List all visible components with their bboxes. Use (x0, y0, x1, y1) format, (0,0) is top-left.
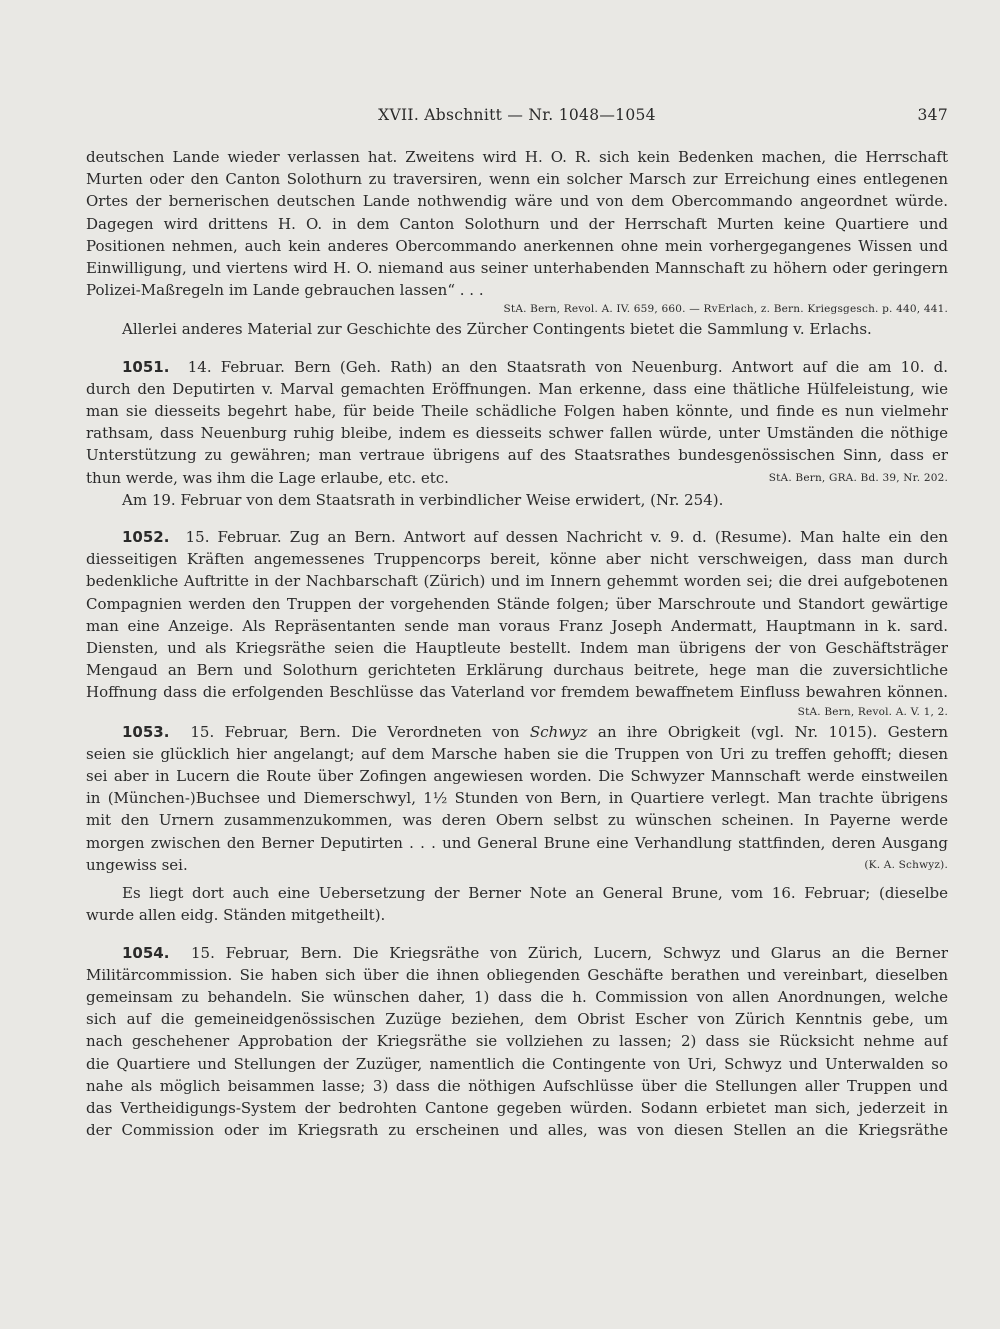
section-title: XVII. Abschnitt — Nr. 1048—1054 (378, 106, 656, 124)
text-line: Mengaud an Bern und Solothurn gerichteten Erklärung durchaus beitrete, hege man die zuversichtliche (86, 661, 948, 680)
source-citation: (K. A. Schwyz). (864, 858, 948, 871)
entry-number: 1053. (122, 722, 170, 741)
text-line: durch den Deputirten v. Marval gemachten Eröffnungen. Man erkenne, dass eine thätliche Hülfeleistung, wie (86, 379, 948, 398)
text-line: rathsam, dass Neuenburg ruhig bleibe, indem es diesseits schwer fallen würde, unter Umständen die nöthige (86, 424, 948, 443)
text-line: Diensten, und als Kriegsräthe seien die Hauptleute bestellt. Indem man übrigens der von Geschäftsträger (86, 639, 948, 658)
text-line: Ortes der bernerischen deutschen Lande nothwendig wäre und von dem Obercommando angeordnet würde. (86, 192, 948, 211)
entry-number: 1052. (122, 528, 170, 547)
entry-1054 (86, 942, 948, 1142)
text-line: Einwilligung, und viertens wird H. O. niemand aus seiner unterhabenden Mannschaft zu höhern oder geringern (86, 259, 948, 278)
entry-1052 (86, 526, 948, 704)
text-line: Hoffnung dass die erfolgenden Beschlüsse das Vaterland vor fremdem bewaffnetem Einfluss bewahren können. (86, 683, 948, 702)
page-number: 347 (917, 106, 948, 124)
text-line: Es liegt dort auch eine Uebersetzung der Berner Note an General Brune, vom 16. Februar; (dieselbe (122, 884, 948, 903)
entry-headline: 15. Februar, Bern. Die Verordneten von (190, 722, 530, 741)
text-line: Compagnien werden den Truppen der vorgehenden Stände folgen; über Marschroute und Standort gewärtige (86, 594, 948, 613)
text-line: morgen zwischen den Berner Deputirten . . . und General Brune eine Verhandlung stattfinden, deren Ausgang (86, 833, 948, 852)
text-line: wurde allen eidg. Ständen mitgetheilt). (86, 906, 386, 925)
entry-headline: 15. Februar. Zug an Bern. Antwort auf dessen Nachricht v. 9. d. (Resume). Man halte ein den (185, 528, 948, 547)
entry-number: 1054. (122, 943, 170, 962)
source-citation: StA. Bern, GRA. Bd. 39, Nr. 202. (768, 471, 948, 484)
text-line: Positionen nehmen, auch kein anderes Obercommando anerkennen ohne mein vorhergegangenes Wissen und (86, 236, 948, 255)
page-body (86, 146, 948, 1141)
text-line: nach geschehener Approbation der Kriegsräthe sie vollziehen zu lassen; 2) dass sie Rücksicht nehme auf (86, 1032, 948, 1051)
text-line-with-citation (86, 854, 948, 876)
text-line: der Commission oder im Kriegsrath zu erscheinen und alles, was von diesen Stellen an die Kriegsräthe (86, 1121, 948, 1140)
editorial-note (86, 882, 948, 926)
text-line: Murten oder den Canton Solothurn zu traversiren, wenn ein solcher Marsch zur Erreichung eines entlegenen (86, 170, 948, 189)
continued-paragraph (86, 146, 948, 301)
entry-headline: 14. Februar. Bern (Geh. Rath) an den Staatsrath von Neuenburg. Antwort auf die am 10. d. (187, 357, 948, 376)
text-line: man eine Anzeige. Als Repräsentanten sende man voraus Franz Joseph Andermatt, Hauptmann in k. sard. (86, 616, 948, 635)
text-line: deutschen Lande wieder verlassen hat. Zweitens wird H. O. R. sich kein Bedenken machen, die Herrschaft (86, 148, 948, 166)
text-line: man sie diesseits begehrt habe, für beide Theile schädliche Folgen haben könnte, und finde es nun vielmehr (86, 402, 948, 421)
text-line: Polizei-Maßregeln im Lande gebrauchen lassen“ . . . (86, 281, 484, 300)
text-line-with-citation (86, 467, 948, 489)
text-line: seien sie glücklich hier angelangt; auf dem Marsche haben sie die Truppen von Uri zu treffen gehofft; diesen (86, 744, 948, 763)
text-line: Dagegen wird drittens H. O. in dem Canton Solothurn und der Herrschaft Murten keine Quartiere und (86, 214, 948, 233)
text-line: sei aber in Lucern die Route über Zofingen angewiesen worden. Die Schwyzer Mannschaft werde einstweilen (86, 767, 948, 786)
entry-first-line (86, 526, 948, 548)
text-fragment: thun werde, was ihm die Lage erlaube, etc. etc. (86, 468, 449, 487)
entry-first-line (86, 942, 948, 964)
text-line: die Quartiere und Stellungen der Zuzüger, namentlich die Contingente von Uri, Schwyz und Unterwalden so (86, 1054, 948, 1073)
text-line: Unterstützung zu gewähren; man vertraue übrigens auf des Staatsrathes bundesgenössischen Sinn, dass er (86, 446, 948, 465)
text-line: gemeinsam zu behandeln. Sie wünschen daher, 1) dass die h. Commission von allen Anordnungen, welche (86, 987, 948, 1006)
place-name: Schwyz (529, 722, 588, 741)
text-line: nahe als möglich beisammen lasse; 3) dass die nöthigen Aufschlüsse über die Stellungen aller Truppen und (86, 1076, 948, 1095)
running-head (86, 106, 948, 130)
text-fragment: ungewiss sei. (86, 855, 188, 874)
text-line: Militärcommission. Sie haben sich über die ihnen obliegenden Geschäfte berathen und vereinbart, dieselben (86, 965, 948, 984)
entry-first-line (86, 721, 948, 743)
entry-headline-cont: an ihre Obrigkeit (vgl. Nr. 1015). Gestern (587, 722, 948, 741)
text-line: das Vertheidigungs-System der bedrohten Cantone gegeben würden. Sodann erbietet man sich, jederzeit in (86, 1098, 948, 1117)
entry-headline: 15. Februar, Bern. Die Kriegsräthe von Zürich, Lucern, Schwyz und Glarus an die Berner (190, 943, 948, 962)
entry-first-line (86, 356, 948, 378)
editorial-note: Allerlei anderes Material zur Geschichte des Zürcher Contingents bietet die Sammlung v. Erlachs. (122, 320, 872, 339)
text-line: sich auf die gemeineidgenössischen Zuzüge beziehen, dem Obrist Escher von Zürich Kenntnis gebe, um (86, 1010, 948, 1029)
text-line: in (München-)Buchsee und Diemerschwyl, 1½ Stunden von Bern, in Quartiere verlegt. Man trachte übrigens (86, 789, 948, 808)
text-line: mit den Urnern zusammenzukommen, was deren Obern selbst zu wünschen scheinen. In Payerne werde (86, 811, 948, 830)
entry-1053 (86, 721, 948, 876)
entry-number: 1051. (122, 357, 170, 376)
source-citation: StA. Bern, Revol. A. V. 1, 2. (797, 705, 948, 718)
editorial-note: Am 19. Februar von dem Staatsrath in verbindlicher Weise erwidert, (Nr. 254). (122, 490, 724, 509)
source-citation: StA. Bern, Revol. A. IV. 659, 660. — RvErlach, z. Bern. Kriegsgesch. p. 440, 441. (503, 303, 948, 316)
text-line: diesseitigen Kräften angemessenes Truppencorps bereit, könne aber nicht verschweigen, dass man durch (86, 550, 948, 569)
entry-1051 (86, 356, 948, 489)
text-line: bedenkliche Auftritte in der Nachbarschaft (Zürich) und im Innern gehemmt worden sei; die drei aufgebotenen (86, 572, 948, 591)
